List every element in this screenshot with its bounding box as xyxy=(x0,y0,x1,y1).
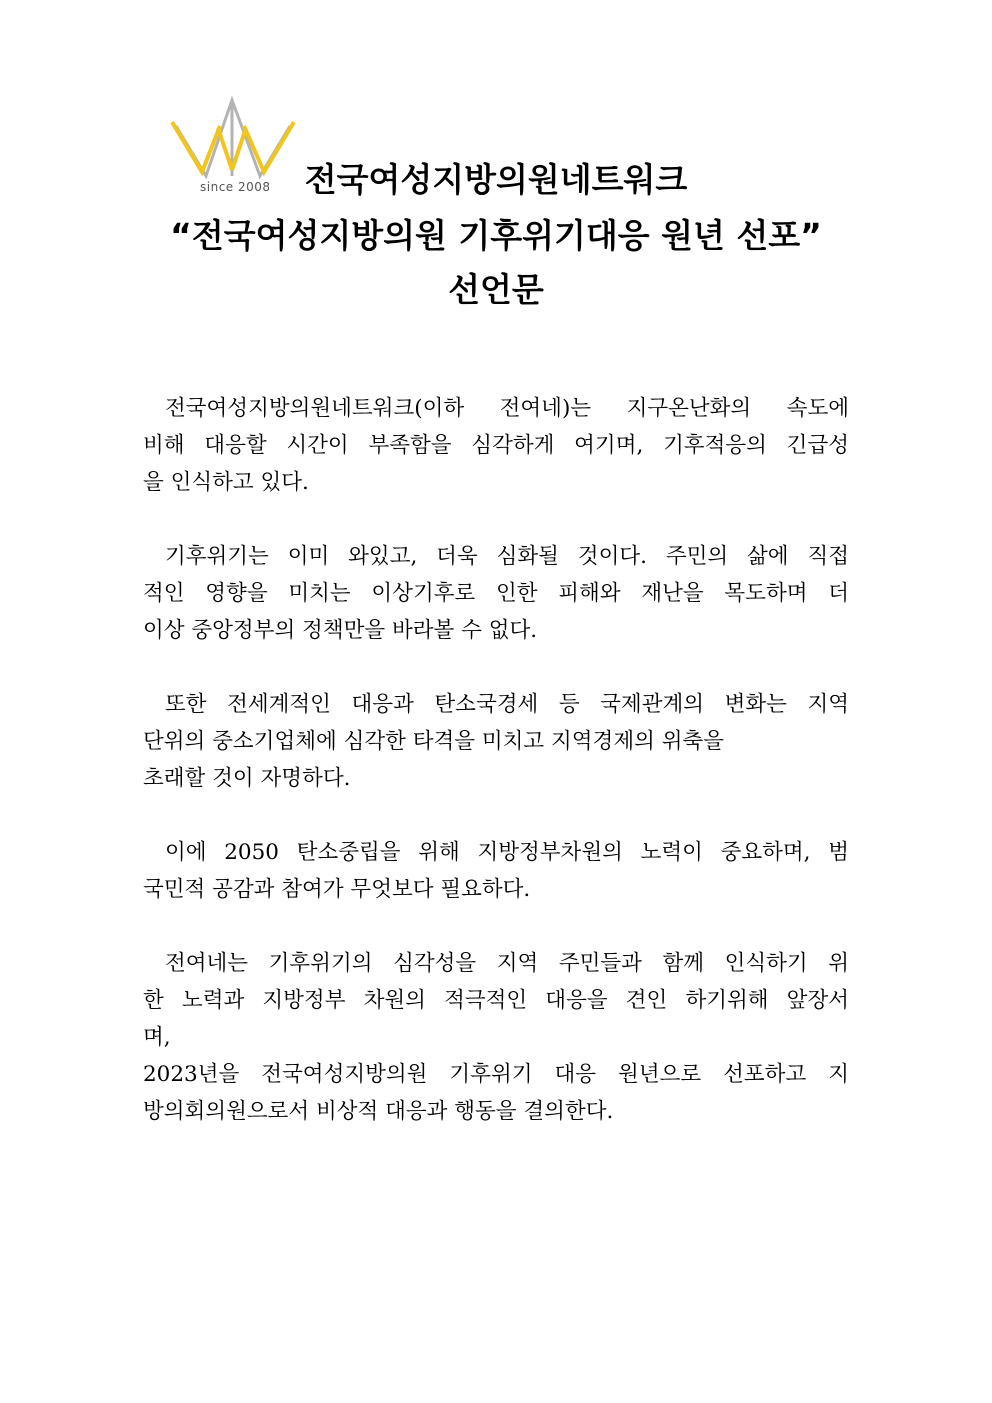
logo-since-text: since 2008 xyxy=(200,180,271,194)
declaration-body xyxy=(143,390,849,1167)
paragraph-3 xyxy=(143,686,849,797)
paragraph-line: 이상 중앙정부의 정책만을 바라볼 수 없다. xyxy=(143,618,538,643)
organization-title: 전국여성지방의원네트워크 xyxy=(304,160,688,199)
paragraph-5 xyxy=(143,945,849,1130)
paragraph-line: 한 노력과 지방정부 차원의 적극적인 대응을 견인 하기위해 앞장서 xyxy=(143,988,849,1013)
paragraph-4 xyxy=(143,834,849,908)
paragraph-line: 적인 영향을 미치는 이상기후로 인한 피해와 재난을 목도하며 더 xyxy=(143,581,849,606)
paragraph-1 xyxy=(143,390,849,501)
paragraph-line: 방의회의원으로서 비상적 대응과 행동을 결의한다. xyxy=(143,1099,614,1124)
paragraph-line: 또한 전세계적인 대응과 탄소국경세 등 국제관계의 변화는 지역 xyxy=(165,692,849,717)
paragraph-line: 을 인식하고 있다. xyxy=(143,470,309,495)
declaration-title: “전국여성지방의원 기후위기대응 원년 선포” xyxy=(170,216,822,255)
document-type-title: 선언문 xyxy=(448,270,544,309)
paragraph-2 xyxy=(143,538,849,649)
paragraph-line: 단위의 중소기업체에 심각한 타격을 미치고 지역경제의 위축을 xyxy=(143,729,725,754)
paragraph-line: 전국여성지방의원네트워크(이하 전여네)는 지구온난화의 속도에 xyxy=(165,396,849,421)
paragraph-line: 국민적 공감과 참여가 무엇보다 필요하다. xyxy=(143,877,531,902)
paragraph-line: 며, xyxy=(143,1025,171,1050)
paragraph-line: 초래할 것이 자명하다. xyxy=(143,766,351,791)
paragraph-line: 이에 2050 탄소중립을 위해 지방정부차원의 노력이 중요하며, 범 xyxy=(165,840,849,865)
paragraph-line: 비해 대응할 시간이 부족함을 심각하게 여기며, 기후적응의 긴급성 xyxy=(143,433,849,458)
paragraph-line: 전여네는 기후위기의 심각성을 지역 주민들과 함께 인식하기 위 xyxy=(165,951,849,976)
paragraph-line: 2023년을 전국여성지방의원 기후위기 대응 원년으로 선포하고 지 xyxy=(143,1062,849,1087)
paragraph-line: 기후위기는 이미 와있고, 더욱 심화될 것이다. 주민의 삶에 직접 xyxy=(165,544,849,569)
